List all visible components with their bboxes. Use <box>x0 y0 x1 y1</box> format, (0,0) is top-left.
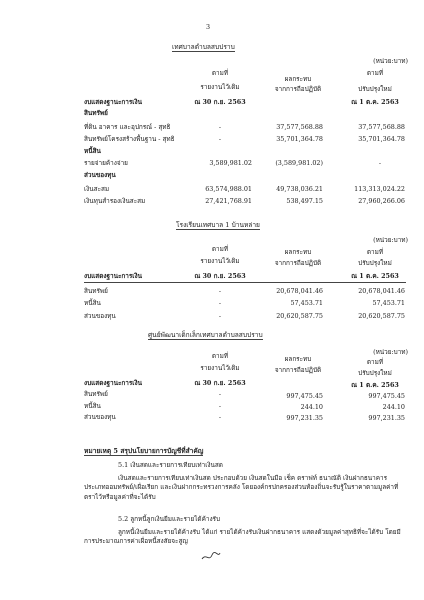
s2-col-restated-line2: ปรับปรุงใหม่ <box>358 259 392 267</box>
stmt-label-3: งบแสดงฐานะการเงิน <box>84 379 142 387</box>
s1-liab0-label: รายจ่ายค้างจ่าย <box>84 159 128 167</box>
col-restated-line1: ตามที่ <box>366 69 384 77</box>
note-5-1-text: เงินสดและรายการเทียบเท่าเงินสด ประกอบด้วย เงินสดในมือ เช็ค ดราฟท์ ธนาณัติ เงินฝากธนาคารประเภทออมทรัพย์/เผื่อเรียก และเงินฝากกระทรวงการคลัง โดยองค์กรปกครองส่วนท้องถิ่นจะรับรู้ในราคาตามมูลค่าที่ตราไว้หรือมูลค่าที่จะได้รับ <box>84 474 399 501</box>
s3-row1-orig: - <box>218 402 222 410</box>
unit-label-3: (หน่วย:บาท) <box>373 348 408 356</box>
signature-mark <box>200 550 222 564</box>
note-5-2-title: 5.2 ลูกหนี้ลูกเงินยืมและรายได้ค้างรับ <box>118 515 221 523</box>
s1-row1-effect: 35,701,364.78 <box>276 135 323 143</box>
s3-col-orig-line2: รายงานไว้เดิม <box>200 364 240 372</box>
s1-row0-restated: 37,577,568.88 <box>358 123 405 131</box>
col-restated-line2: ปรับปรุงใหม่ <box>358 85 392 93</box>
section3-title: ศูนย์พัฒนาเด็กเล็กเทศบาลตำบลสบปราบ <box>148 331 263 339</box>
s3-col-effect-line2: จากการถือปฏิบัติ <box>274 366 322 374</box>
s2-row1-orig: - <box>218 299 222 307</box>
s2-row1-restated: 57,453.71 <box>372 299 405 307</box>
s3-row0-label: สินทรัพย์ <box>84 390 108 398</box>
col-effect-line1: ผลกระทบ <box>284 75 312 83</box>
section2-title: โรงเรียนเทศบาล 1 บ้านหล่าย <box>176 221 260 229</box>
s2-row2-restated: 20,620,587.75 <box>358 312 405 320</box>
s3-col-orig-line1: ตามที่ <box>211 352 229 360</box>
s2-col-restated-date: ณ 1 ต.ค. 2563 <box>351 272 399 280</box>
col-orig-line2: รายงานไว้เดิม <box>200 83 240 91</box>
s1-row0-effect: 37,577,568.88 <box>276 123 323 131</box>
s1-row0-orig: - <box>218 123 222 131</box>
col-effect-line2: จากการถือปฏิบัติ <box>274 85 322 93</box>
s2-col-restated-line1: ตามที่ <box>366 248 384 256</box>
s2-row2-label: ส่วนของทุน <box>84 312 116 320</box>
s1-row0-label: ที่ดิน อาคาร และอุปกรณ์ - สุทธิ <box>84 123 171 131</box>
s3-row2-label: ส่วนของทุน <box>84 413 116 421</box>
s2-row2-orig: - <box>218 312 222 320</box>
s3-row2-orig: - <box>218 413 222 421</box>
stmt-label-1: งบแสดงฐานะการเงิน <box>84 98 142 106</box>
equity-label-1: ส่วนของทุน <box>84 171 116 179</box>
s3-col-restated-line2: ปรับปรุงใหม่ <box>358 369 392 377</box>
s1-eq1-restated: 27,960,266.06 <box>358 197 405 205</box>
s3-col-restated-line1: ตามที่ <box>366 358 384 366</box>
s3-row2-effect: 997,231.35 <box>286 414 323 422</box>
unit-label-1: (หน่วย:บาท) <box>373 57 408 65</box>
s2-header-rule <box>84 282 406 283</box>
s2-col-orig-line2: รายงานไว้เดิม <box>200 257 240 265</box>
s2-row0-orig: - <box>218 287 222 295</box>
note-5-1-title: 5.1 เงินสดและรายการเทียบเท่าเงินสด <box>118 461 223 469</box>
s1-liab0-effect: (3,589,981.02) <box>275 159 323 167</box>
s3-row1-effect: 244.10 <box>300 403 323 411</box>
s3-col-effect-line1: ผลกระทบ <box>284 355 312 363</box>
s2-row0-effect: 20,678,041.46 <box>276 287 323 295</box>
s2-row0-label: สินทรัพย์ <box>84 287 108 295</box>
s3-row1-label: หนี้สิน <box>84 402 101 410</box>
unit-label-2: (หน่วย:บาท) <box>373 236 408 244</box>
s1-eq1-effect: 538,497.15 <box>286 197 323 205</box>
s2-col-orig-line1: ตามที่ <box>211 245 229 253</box>
s1-liab0-restated: - <box>378 159 382 167</box>
stmt-label-2: งบแสดงฐานะการเงิน <box>84 272 142 280</box>
s3-row0-orig: - <box>218 390 222 398</box>
liab-label-1: หนี้สิน <box>84 147 101 155</box>
s2-row1-label: หนี้สิน <box>84 299 101 307</box>
s2-row0-restated: 20,678,041.46 <box>358 287 405 295</box>
s2-col-effect-line1: ผลกระทบ <box>284 248 312 256</box>
s1-eq0-effect: 49,738,036.21 <box>276 185 323 193</box>
asset-label-1: สินทรัพย์ <box>84 109 108 117</box>
s1-eq1-orig: 27,421,768.91 <box>205 197 252 205</box>
note-5-2-text: ลูกหนี้เงินยืมและรายได้ค้างรับ ได้แก่ รายได้ค้างรับเงินฝากธนาคาร แสดงด้วยมูลค่าสุทธิที่จะได้รับ โดยมีการประมาณการค่าเผื่อหนี้สงสัยจะสูญ <box>84 528 401 546</box>
section1-title: เทศบาลตำบลสบปราบ <box>172 43 235 51</box>
page-number: 3 <box>206 23 211 31</box>
s1-eq1-label: เงินทุนสำรองเงินสะสม <box>84 197 146 205</box>
s1-eq0-label: เงินสะสม <box>84 185 110 193</box>
note-heading: หมายเหตุ 5 สรุปนโยบายการบัญชีที่สำคัญ <box>84 447 204 455</box>
s2-row1-effect: 57,453.71 <box>290 299 323 307</box>
s1-row1-label: สินทรัพย์โครงสร้างพื้นฐาน - สุทธิ <box>84 135 175 143</box>
s3-col-restated-date: ณ 1 ต.ค. 2563 <box>351 381 399 389</box>
s3-row1-restated: 244.10 <box>382 403 405 411</box>
col-orig-date-1: ณ 30 ก.ย. 2563 <box>194 98 246 106</box>
s1-row1-orig: - <box>218 135 222 143</box>
col-restated-date-1: ณ 1 ต.ค. 2563 <box>351 98 399 106</box>
s2-col-orig-date: ณ 30 ก.ย. 2563 <box>194 272 246 280</box>
s3-row0-restated: 997,475.45 <box>368 392 405 400</box>
s2-col-effect-line2: จากการถือปฏิบัติ <box>274 259 322 267</box>
s1-eq0-restated: 113,313,024.22 <box>354 185 405 193</box>
s3-row0-effect: 997,475.45 <box>286 392 323 400</box>
s1-liab0-orig: 3,589,981.02 <box>209 159 252 167</box>
s1-row1-restated: 35,701,364.78 <box>358 135 405 143</box>
col-orig-line1: ตามที่ <box>211 69 229 77</box>
s3-row2-restated: 997,231.35 <box>368 414 405 422</box>
s1-eq0-orig: 63,574,988.01 <box>205 185 252 193</box>
s3-col-orig-date: ณ 30 ก.ย. 2563 <box>194 379 246 387</box>
s2-row2-effect: 20,620,587.75 <box>276 312 323 320</box>
